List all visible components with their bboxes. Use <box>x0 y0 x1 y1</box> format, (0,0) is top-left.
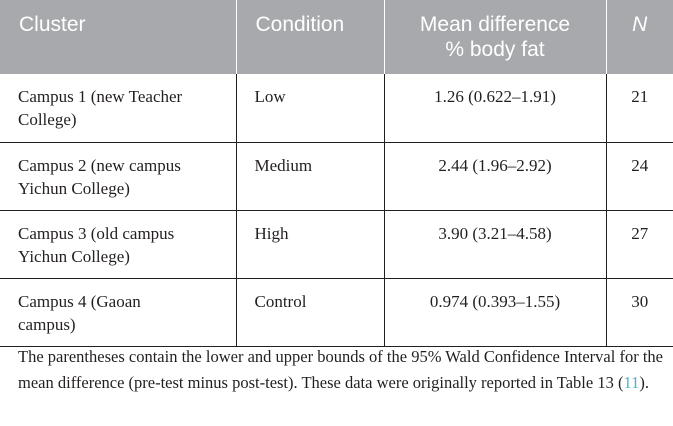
header-cluster: Cluster <box>19 13 86 36</box>
cell-n: 27 <box>606 210 673 278</box>
cell-condition: High <box>236 210 384 278</box>
cell-mean-difference: 3.90 (3.21–4.58) <box>384 210 606 278</box>
table-header <box>0 0 673 74</box>
cell-condition: Medium <box>236 142 384 210</box>
footnote-text-end: ). <box>639 373 649 392</box>
table-row <box>0 74 673 142</box>
header-n: N <box>606 0 673 74</box>
header-mean-difference-line2: % body fat <box>445 38 545 61</box>
cell-condition: Low <box>236 74 384 142</box>
cell-n: 24 <box>606 142 673 210</box>
cell-n: 21 <box>606 74 673 142</box>
header-row <box>0 0 673 74</box>
cell-cluster <box>0 278 236 346</box>
cell-cluster <box>0 210 236 278</box>
cell-cluster <box>0 142 236 210</box>
cell-cluster <box>0 74 236 142</box>
cell-n: 30 <box>606 278 673 346</box>
cluster-line1: Campus 1 (new Teacher <box>18 87 183 106</box>
header-mean-difference-line1: Mean difference <box>419 13 571 36</box>
cluster-line1: Campus 4 (Gaoan <box>18 291 141 311</box>
header-mean-difference <box>384 0 606 74</box>
header-condition: Condition <box>236 0 384 74</box>
cluster-line2: Yichun College) <box>18 246 130 266</box>
footnote-text: The parentheses contain the lower and upper bounds of the 95% Wald Confidence Interval for the mean difference (pre-test minus post-test). These data were originally reported in Table 13 ( <box>18 347 663 392</box>
cluster-line1: Campus 3 (old campus <box>18 223 175 243</box>
cell-mean-difference: 1.26 (0.622–1.91) <box>384 74 606 142</box>
table-body <box>0 74 673 346</box>
cell-mean-difference: 2.44 (1.96–2.92) <box>384 142 606 210</box>
cluster-line1: Campus 2 (new campus <box>18 155 181 175</box>
cell-mean-difference: 0.974 (0.393–1.55) <box>384 278 606 346</box>
table-row <box>0 210 673 278</box>
cluster-line2: Yichun College) <box>18 178 130 198</box>
table-row <box>0 142 673 210</box>
table-footnote <box>18 344 663 396</box>
table-row <box>0 278 673 346</box>
cluster-line2: campus) <box>18 314 76 334</box>
cell-condition: Control <box>236 278 384 346</box>
cluster-line2: College) <box>18 110 77 129</box>
footnote-reference-link[interactable]: 11 <box>623 373 640 392</box>
